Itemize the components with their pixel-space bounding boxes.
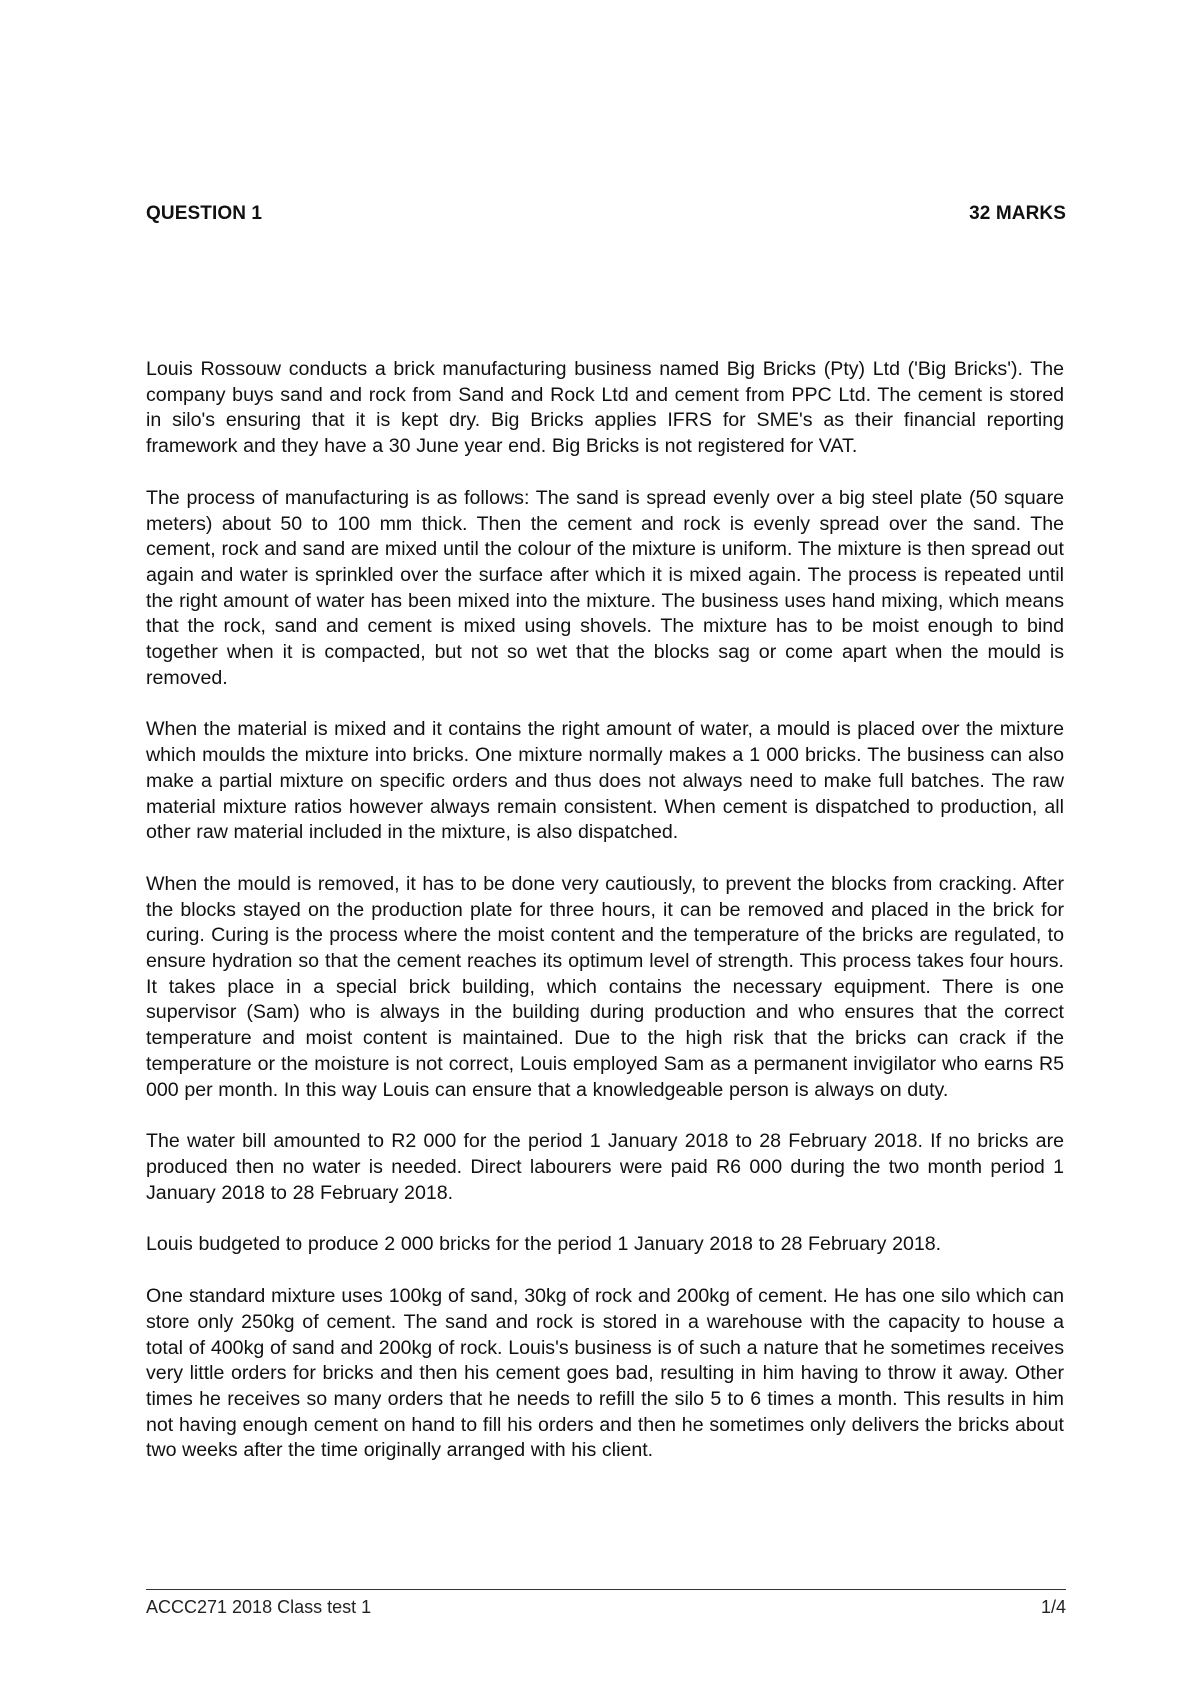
question-number: QUESTION 1 [146, 203, 263, 224]
question-heading [146, 203, 1066, 225]
paragraph-manufacturing-process: The process of manufacturing is as follows: The sand is spread evenly over a big steel plate (50 square meters) about 50 to 100 mm thick. Then the cement and rock is evenly spread over the sand. The cement, rock and sand are mixed until the colour of the mixture is uniform. The mixture is then spread out again and water is sprinkled over the surface after which it is mixed again. The process is repeated until the right amount of water has been mixed into the mixture. The business uses hand mixing, which means that the rock, sand and cement is mixed using shovels. The mixture has to be moist enough to bind together when it is compacted, but not so wet that the blocks sag or come apart when the mould is removed. [146, 486, 1064, 689]
paragraph-costs: The water bill amounted to R2 000 for the period 1 January 2018 to 28 February 2018. If no bricks are produced then no water is needed. Direct labourers were paid R6 000 during the two month period 1 January 2018 to 28 February 2018. [146, 1130, 1064, 1204]
paragraph-company-background: Louis Rossouw conducts a brick manufacturing business named Big Bricks (Pty) Ltd ('Big Bricks'). The company buys sand and rock from Sand and Rock Ltd and cement from PPC Ltd. The cement is stored in silo's ensuring that it is kept dry. Big Bricks applies IFRS for SME's as their financial reporting framework and they have a 30 June year end. Big Bricks is not registered for VAT. [146, 358, 1064, 458]
paragraph-moulding: When the material is mixed and it contains the right amount of water, a mould is placed over the mixture which moulds the mixture into bricks. One mixture normally makes a 1 000 bricks. The business can also make a partial mixture on specific orders and thus does not always need to make full batches. The raw material mixture ratios however always remain consistent. When cement is dispatched to production, all other raw material included in the mixture, is also dispatched. [146, 718, 1064, 844]
paragraph-curing: When the mould is removed, it has to be done very cautiously, to prevent the blocks from cracking. After the blocks stayed on the production plate for three hours, it can be removed and placed in the brick for curing. Curing is the process where the moist content and the temperature of the bricks are regulated, to ensure hydration so that the cement reaches its optimum level of strength. This process takes four hours. It takes place in a special brick building, which contains the necessary equipment. There is one supervisor (Sam) who is always in the building during production and who ensures that the correct temperature and moist content is maintained. Due to the high risk that the bricks can crack if the temperature or the moisture is not correct, Louis employed Sam as a permanent invigilator who earns R5 000 per month. In this way Louis can ensure that a knowledgeable person is always on duty. [146, 872, 1064, 1101]
question-body [146, 357, 1064, 1490]
footer-page-number: 1/4 [1040, 1597, 1066, 1617]
footer-divider [146, 1589, 1066, 1590]
question-marks: 32 MARKS [969, 203, 1066, 224]
page-footer [146, 1597, 1066, 1618]
paragraph-materials-storage: One standard mixture uses 100kg of sand, 30kg of rock and 200kg of cement. He has one silo which can store only 250kg of cement. The sand and rock is stored in a warehouse with the capacity to house a total of 400kg of sand and 200kg of rock. Louis's business is of such a nature that he sometimes receives very little orders for bricks and then his cement goes bad, resulting in him having to throw it away. Other times he receives so many orders that he needs to refill the silo 5 to 6 times a month. This results in him not having enough cement on hand to fill his orders and then he sometimes only delivers the bricks about two weeks after the time originally arranged with his client. [146, 1285, 1064, 1462]
paragraph-budget: Louis budgeted to produce 2 000 bricks for the period 1 January 2018 to 28 February 2018. [146, 1233, 942, 1256]
footer-course-label: ACCC271 2018 Class test 1 [146, 1597, 372, 1617]
